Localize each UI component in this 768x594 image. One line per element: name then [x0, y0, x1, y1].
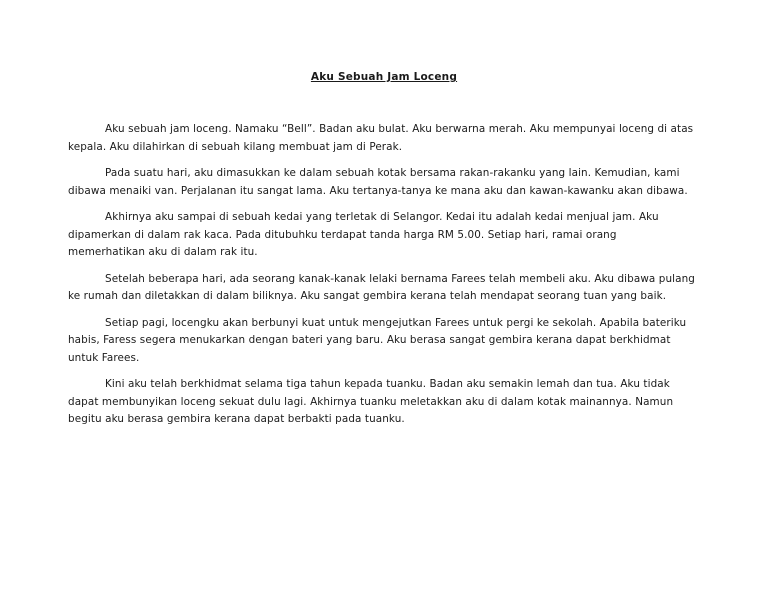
paragraph-3: Akhirnya aku sampai di sebuah kedai yang terletak di Selangor. Kedai itu adalah kedai menjual jam. Aku dipamerkan di dalam rak kaca. Pada ditubuhku terdapat tanda harga RM 5.00. Setiap hari, ramai orang memerhatikan aku di dalam rak itu.: [68, 211, 659, 258]
paragraph-1: Aku sebuah jam loceng. Namaku “Bell”. Badan aku bulat. Aku berwarna merah. Aku mempunyai loceng di atas kepala. Aku dilahirkan di sebuah kilang membuat jam di Perak.: [68, 123, 694, 153]
paragraph-5: Setiap pagi, locengku akan berbunyi kuat untuk mengejutkan Farees untuk pergi ke sekolah. Apabila bateriku habis, Faress segera menukarkan dengan bateri yang baru. Aku berasa sangat gembira kerana dapat berkhidmat untuk Farees.: [68, 316, 687, 364]
document-title: Aku Sebuah Jam Loceng: [310, 71, 458, 83]
paragraph-6: Kini aku telah berkhidmat selama tiga tahun kepada tuanku. Badan aku semakin lemah dan tua. Aku tidak dapat membunyikan loceng sekuat dulu lagi. Akhirnya tuanku meletakkan aku di dalam kotak mainannya. Namun begitu aku berasa gembira kerana dapat berbakti pada tuanku.: [68, 378, 674, 425]
paragraph-2: Pada suatu hari, aku dimasukkan ke dalam sebuah kotak bersama rakan-rakanku yang lain. Kemudian, kami dibawa menaiki van. Perjalanan itu sangat lama. Aku tertanya-tanya ke mana aku dan kawan-kawanku akan dibawa.: [68, 167, 688, 197]
document-body: [68, 121, 696, 438]
paragraph-4: Setelah beberapa hari, ada seorang kanak-kanak lelaki bernama Farees telah membeli aku. Aku dibawa pulang ke rumah dan diletakkan di dalam biliknya. Aku sangat gembira kerana telah mendapat seorang tuan yang baik.: [68, 272, 695, 302]
